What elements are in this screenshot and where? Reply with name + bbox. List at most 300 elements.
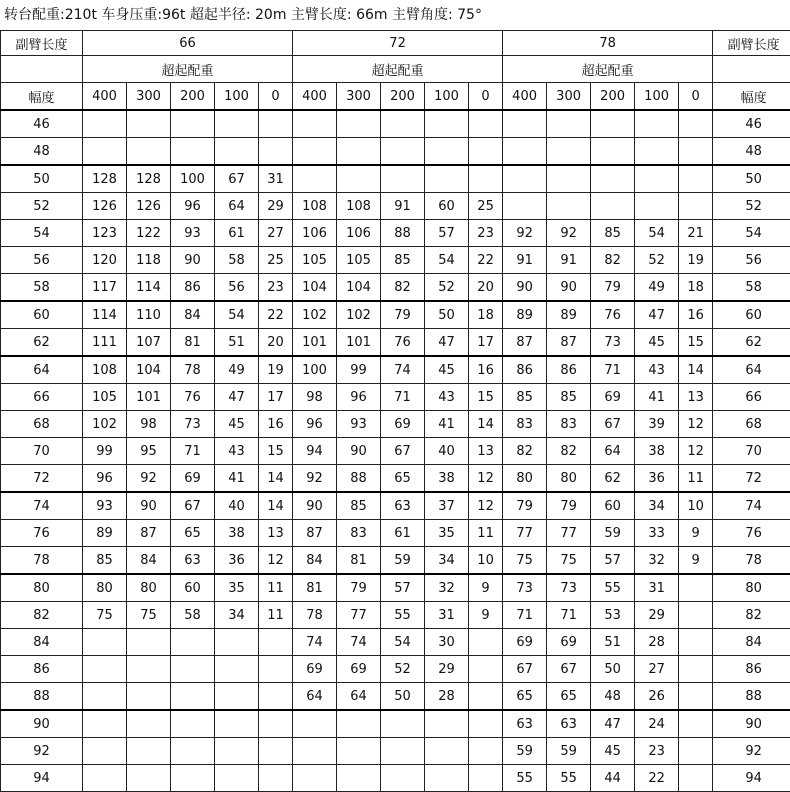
- capacity-cell: 14: [469, 411, 503, 438]
- group-header: 78: [503, 31, 713, 56]
- capacity-cell: [635, 165, 679, 193]
- range-cell: 64: [713, 356, 790, 384]
- table-row: [1, 247, 790, 274]
- capacity-cell: 33: [635, 520, 679, 547]
- capacity-cell: 79: [591, 274, 635, 302]
- capacity-cell: 16: [679, 301, 713, 329]
- capacity-cell: [171, 138, 215, 166]
- capacity-cell: 63: [381, 492, 425, 520]
- range-cell: 92: [713, 738, 790, 765]
- capacity-cell: 92: [547, 220, 591, 247]
- capacity-cell: 58: [215, 247, 259, 274]
- capacity-cell: 128: [83, 165, 127, 193]
- capacity-cell: 96: [337, 384, 381, 411]
- capacity-cell: 31: [259, 165, 293, 193]
- capacity-cell: 57: [425, 220, 469, 247]
- range-cell: 84: [713, 629, 790, 656]
- capacity-cell: 41: [635, 384, 679, 411]
- capacity-cell: 84: [171, 301, 215, 329]
- capacity-cell: 39: [635, 411, 679, 438]
- capacity-cell: 57: [381, 574, 425, 602]
- capacity-cell: [425, 765, 469, 792]
- capacity-cell: 81: [293, 574, 337, 602]
- table-row: [1, 629, 790, 656]
- capacity-cell: 37: [425, 492, 469, 520]
- capacity-cell: 20: [469, 274, 503, 302]
- range-cell: 64: [1, 356, 83, 384]
- capacity-cell: 120: [83, 247, 127, 274]
- capacity-cell: 84: [293, 547, 337, 575]
- capacity-cell: 126: [127, 193, 171, 220]
- capacity-cell: 29: [259, 193, 293, 220]
- capacity-cell: 100: [171, 165, 215, 193]
- capacity-cell: 49: [215, 356, 259, 384]
- capacity-cell: 93: [83, 492, 127, 520]
- capacity-cell: 80: [83, 574, 127, 602]
- range-cell: 46: [713, 110, 790, 138]
- range-cell: 74: [713, 492, 790, 520]
- capacity-cell: 9: [469, 574, 503, 602]
- capacity-cell: [679, 110, 713, 138]
- capacity-cell: 50: [425, 301, 469, 329]
- table-row: [1, 465, 790, 493]
- capacity-cell: 83: [503, 411, 547, 438]
- table-caption: 转台配重:210t 车身压重:96t 超起半径: 20m 主臂长度: 66m 主臂角度: 75°: [0, 0, 790, 30]
- capacity-cell: [381, 738, 425, 765]
- range-cell: 78: [1, 547, 83, 575]
- capacity-cell: [127, 738, 171, 765]
- capacity-cell: 79: [547, 492, 591, 520]
- capacity-cell: 84: [127, 547, 171, 575]
- table-body: [1, 31, 790, 792]
- range-cell: 90: [1, 710, 83, 738]
- capacity-cell: 83: [337, 520, 381, 547]
- capacity-cell: 114: [127, 274, 171, 302]
- capacity-cell: 104: [337, 274, 381, 302]
- capacity-cell: 80: [503, 465, 547, 493]
- capacity-cell: 31: [635, 574, 679, 602]
- capacity-cell: [425, 110, 469, 138]
- capacity-cell: 10: [679, 492, 713, 520]
- weight-header: 0: [679, 83, 713, 111]
- capacity-cell: [469, 110, 503, 138]
- range-cell: 82: [1, 602, 83, 629]
- capacity-cell: [381, 710, 425, 738]
- capacity-cell: 41: [425, 411, 469, 438]
- capacity-cell: 15: [259, 438, 293, 465]
- range-cell: 74: [1, 492, 83, 520]
- range-cell: 92: [1, 738, 83, 765]
- range-cell: 86: [713, 656, 790, 683]
- capacity-cell: 67: [591, 411, 635, 438]
- table-row: [1, 438, 790, 465]
- capacity-cell: 91: [547, 247, 591, 274]
- capacity-cell: [83, 110, 127, 138]
- capacity-cell: [337, 138, 381, 166]
- table-row: [1, 138, 790, 166]
- subgroup-header: 超起配重: [293, 56, 503, 83]
- capacity-cell: 75: [127, 602, 171, 629]
- weight-header: 400: [83, 83, 127, 111]
- capacity-cell: 59: [547, 738, 591, 765]
- capacity-cell: [83, 765, 127, 792]
- capacity-cell: [215, 110, 259, 138]
- capacity-cell: 24: [635, 710, 679, 738]
- capacity-cell: 63: [547, 710, 591, 738]
- capacity-cell: 85: [591, 220, 635, 247]
- capacity-cell: 64: [293, 683, 337, 711]
- capacity-cell: 110: [127, 301, 171, 329]
- capacity-cell: 71: [503, 602, 547, 629]
- capacity-cell: [547, 110, 591, 138]
- capacity-cell: [679, 193, 713, 220]
- capacity-cell: 40: [215, 492, 259, 520]
- capacity-cell: 40: [425, 438, 469, 465]
- range-cell: 72: [1, 465, 83, 493]
- capacity-cell: 87: [547, 329, 591, 357]
- capacity-cell: 59: [591, 520, 635, 547]
- capacity-cell: 67: [503, 656, 547, 683]
- capacity-cell: 16: [469, 356, 503, 384]
- capacity-cell: 87: [503, 329, 547, 357]
- capacity-cell: 15: [679, 329, 713, 357]
- capacity-cell: 108: [337, 193, 381, 220]
- capacity-cell: 20: [259, 329, 293, 357]
- capacity-cell: 12: [679, 438, 713, 465]
- capacity-cell: 75: [83, 602, 127, 629]
- range-cell: 88: [1, 683, 83, 711]
- capacity-cell: 71: [381, 384, 425, 411]
- capacity-cell: 23: [469, 220, 503, 247]
- capacity-cell: 85: [83, 547, 127, 575]
- capacity-cell: 13: [679, 384, 713, 411]
- capacity-cell: 60: [591, 492, 635, 520]
- capacity-cell: 102: [293, 301, 337, 329]
- capacity-cell: 22: [635, 765, 679, 792]
- range-cell: 70: [713, 438, 790, 465]
- range-cell: 56: [1, 247, 83, 274]
- capacity-cell: [469, 138, 503, 166]
- capacity-cell: 18: [679, 274, 713, 302]
- capacity-cell: 9: [679, 520, 713, 547]
- capacity-cell: 82: [591, 247, 635, 274]
- capacity-cell: 71: [547, 602, 591, 629]
- capacity-cell: 81: [337, 547, 381, 575]
- capacity-cell: 11: [679, 465, 713, 493]
- capacity-cell: 73: [503, 574, 547, 602]
- capacity-cell: 12: [259, 547, 293, 575]
- left-header-label: 副臂长度: [1, 31, 83, 56]
- capacity-cell: 23: [635, 738, 679, 765]
- capacity-cell: 45: [635, 329, 679, 357]
- table-row: [1, 165, 790, 193]
- table-row: [1, 547, 790, 575]
- capacity-cell: 21: [679, 220, 713, 247]
- capacity-cell: [547, 165, 591, 193]
- capacity-cell: [293, 765, 337, 792]
- capacity-cell: 52: [381, 656, 425, 683]
- capacity-cell: 12: [469, 465, 503, 493]
- capacity-cell: [469, 656, 503, 683]
- capacity-cell: [425, 138, 469, 166]
- weight-header: 100: [635, 83, 679, 111]
- capacity-cell: 65: [171, 520, 215, 547]
- weight-header: 200: [591, 83, 635, 111]
- capacity-cell: 85: [337, 492, 381, 520]
- capacity-cell: 76: [591, 301, 635, 329]
- right-header-label: 副臂长度: [713, 31, 790, 56]
- capacity-cell: 22: [469, 247, 503, 274]
- capacity-cell: 14: [259, 465, 293, 493]
- capacity-cell: 67: [547, 656, 591, 683]
- capacity-cell: 19: [259, 356, 293, 384]
- range-cell: 76: [1, 520, 83, 547]
- capacity-cell: 38: [215, 520, 259, 547]
- capacity-cell: 59: [503, 738, 547, 765]
- capacity-cell: 11: [469, 520, 503, 547]
- capacity-cell: [171, 765, 215, 792]
- capacity-cell: [127, 683, 171, 711]
- capacity-cell: [679, 602, 713, 629]
- range-cell: 56: [713, 247, 790, 274]
- capacity-cell: 91: [381, 193, 425, 220]
- range-cell: 80: [713, 574, 790, 602]
- capacity-cell: 61: [381, 520, 425, 547]
- capacity-cell: 94: [293, 438, 337, 465]
- capacity-cell: 79: [503, 492, 547, 520]
- capacity-cell: [83, 683, 127, 711]
- capacity-cell: 73: [591, 329, 635, 357]
- capacity-cell: 100: [293, 356, 337, 384]
- capacity-cell: 87: [127, 520, 171, 547]
- capacity-cell: 11: [259, 574, 293, 602]
- capacity-cell: [215, 656, 259, 683]
- capacity-cell: 122: [127, 220, 171, 247]
- capacity-cell: 93: [337, 411, 381, 438]
- capacity-cell: 43: [215, 438, 259, 465]
- capacity-cell: 65: [503, 683, 547, 711]
- capacity-cell: [171, 110, 215, 138]
- capacity-cell: 89: [547, 301, 591, 329]
- range-cell: 88: [713, 683, 790, 711]
- table-row: [1, 274, 790, 302]
- capacity-cell: 51: [591, 629, 635, 656]
- capacity-cell: [425, 165, 469, 193]
- capacity-cell: [337, 765, 381, 792]
- capacity-cell: [83, 629, 127, 656]
- capacity-cell: [259, 683, 293, 711]
- capacity-cell: 64: [591, 438, 635, 465]
- capacity-cell: 75: [547, 547, 591, 575]
- capacity-cell: 91: [503, 247, 547, 274]
- capacity-cell: 105: [293, 247, 337, 274]
- capacity-cell: 69: [293, 656, 337, 683]
- table-row: [1, 301, 790, 329]
- capacity-cell: 69: [503, 629, 547, 656]
- capacity-cell: 81: [171, 329, 215, 357]
- capacity-cell: 11: [259, 602, 293, 629]
- range-cell: 60: [713, 301, 790, 329]
- capacity-cell: [469, 683, 503, 711]
- capacity-cell: [127, 656, 171, 683]
- table-row: [1, 656, 790, 683]
- capacity-cell: [259, 629, 293, 656]
- capacity-cell: [679, 683, 713, 711]
- capacity-cell: 13: [259, 520, 293, 547]
- capacity-cell: 102: [337, 301, 381, 329]
- capacity-cell: 105: [337, 247, 381, 274]
- capacity-cell: 22: [259, 301, 293, 329]
- capacity-cell: 71: [171, 438, 215, 465]
- capacity-cell: 12: [469, 492, 503, 520]
- range-cell: 46: [1, 110, 83, 138]
- capacity-cell: 34: [425, 547, 469, 575]
- range-cell: 68: [713, 411, 790, 438]
- capacity-cell: 89: [503, 301, 547, 329]
- capacity-cell: 61: [215, 220, 259, 247]
- capacity-cell: [127, 710, 171, 738]
- capacity-cell: 126: [83, 193, 127, 220]
- capacity-cell: [679, 165, 713, 193]
- capacity-cell: [215, 629, 259, 656]
- capacity-cell: 32: [635, 547, 679, 575]
- capacity-cell: 59: [381, 547, 425, 575]
- capacity-cell: 17: [469, 329, 503, 357]
- capacity-cell: 82: [381, 274, 425, 302]
- capacity-cell: 9: [679, 547, 713, 575]
- capacity-cell: [679, 738, 713, 765]
- capacity-cell: 63: [503, 710, 547, 738]
- weight-header: 400: [503, 83, 547, 111]
- capacity-cell: 111: [83, 329, 127, 357]
- capacity-cell: 123: [83, 220, 127, 247]
- capacity-cell: 18: [469, 301, 503, 329]
- range-cell: 48: [713, 138, 790, 166]
- capacity-cell: [83, 138, 127, 166]
- capacity-cell: 79: [381, 301, 425, 329]
- capacity-cell: 77: [547, 520, 591, 547]
- capacity-cell: [635, 193, 679, 220]
- capacity-cell: 80: [127, 574, 171, 602]
- capacity-cell: 44: [591, 765, 635, 792]
- capacity-cell: 74: [337, 629, 381, 656]
- capacity-cell: 92: [293, 465, 337, 493]
- range-cell: 66: [713, 384, 790, 411]
- capacity-cell: 67: [381, 438, 425, 465]
- capacity-cell: 74: [381, 356, 425, 384]
- capacity-cell: 12: [679, 411, 713, 438]
- capacity-cell: [171, 738, 215, 765]
- table-row: [1, 411, 790, 438]
- capacity-cell: 9: [469, 602, 503, 629]
- range-cell: 72: [713, 465, 790, 493]
- capacity-cell: [127, 110, 171, 138]
- capacity-cell: 86: [171, 274, 215, 302]
- capacity-cell: 54: [635, 220, 679, 247]
- capacity-cell: 14: [679, 356, 713, 384]
- capacity-cell: 85: [381, 247, 425, 274]
- capacity-cell: 29: [425, 656, 469, 683]
- range-cell: 62: [713, 329, 790, 357]
- capacity-cell: 34: [635, 492, 679, 520]
- capacity-cell: 102: [83, 411, 127, 438]
- capacity-cell: [469, 738, 503, 765]
- weight-header: 200: [171, 83, 215, 111]
- capacity-cell: 38: [635, 438, 679, 465]
- capacity-cell: 88: [337, 465, 381, 493]
- capacity-cell: [293, 110, 337, 138]
- capacity-cell: [469, 629, 503, 656]
- table-row: [1, 574, 790, 602]
- capacity-cell: [127, 765, 171, 792]
- capacity-cell: [337, 738, 381, 765]
- capacity-cell: 43: [635, 356, 679, 384]
- capacity-cell: [469, 765, 503, 792]
- table-row: [1, 384, 790, 411]
- table-row: [1, 110, 790, 138]
- capacity-cell: [83, 710, 127, 738]
- capacity-cell: 55: [503, 765, 547, 792]
- capacity-cell: [503, 165, 547, 193]
- weight-header: 300: [127, 83, 171, 111]
- capacity-cell: 86: [547, 356, 591, 384]
- capacity-cell: 54: [425, 247, 469, 274]
- capacity-cell: 48: [591, 683, 635, 711]
- capacity-cell: 101: [337, 329, 381, 357]
- range-cell: 60: [1, 301, 83, 329]
- capacity-cell: [503, 138, 547, 166]
- capacity-cell: [337, 710, 381, 738]
- capacity-cell: 104: [293, 274, 337, 302]
- range-cell: 52: [1, 193, 83, 220]
- capacity-cell: 47: [215, 384, 259, 411]
- capacity-cell: 98: [293, 384, 337, 411]
- capacity-cell: 25: [469, 193, 503, 220]
- capacity-cell: 114: [83, 301, 127, 329]
- capacity-cell: [425, 710, 469, 738]
- capacity-cell: 15: [469, 384, 503, 411]
- capacity-cell: 78: [171, 356, 215, 384]
- range-cell: 62: [1, 329, 83, 357]
- capacity-cell: 96: [293, 411, 337, 438]
- capacity-cell: 89: [83, 520, 127, 547]
- capacity-cell: 60: [171, 574, 215, 602]
- capacity-cell: 54: [381, 629, 425, 656]
- capacity-cell: 28: [635, 629, 679, 656]
- capacity-cell: 23: [259, 274, 293, 302]
- capacity-cell: 105: [83, 384, 127, 411]
- capacity-cell: 10: [469, 547, 503, 575]
- range-cell: 84: [1, 629, 83, 656]
- table-row: [1, 520, 790, 547]
- capacity-cell: 69: [381, 411, 425, 438]
- range-cell: 50: [1, 165, 83, 193]
- capacity-cell: 43: [425, 384, 469, 411]
- range-cell: 52: [713, 193, 790, 220]
- empty-header-cell: [1, 56, 83, 83]
- capacity-cell: 69: [591, 384, 635, 411]
- capacity-cell: 96: [171, 193, 215, 220]
- weight-header: 100: [215, 83, 259, 111]
- range-cell: 70: [1, 438, 83, 465]
- capacity-cell: [259, 765, 293, 792]
- capacity-cell: 93: [171, 220, 215, 247]
- capacity-cell: 34: [215, 602, 259, 629]
- capacity-cell: 99: [337, 356, 381, 384]
- range-header: 幅度: [713, 83, 790, 111]
- capacity-cell: [293, 710, 337, 738]
- capacity-cell: [469, 165, 503, 193]
